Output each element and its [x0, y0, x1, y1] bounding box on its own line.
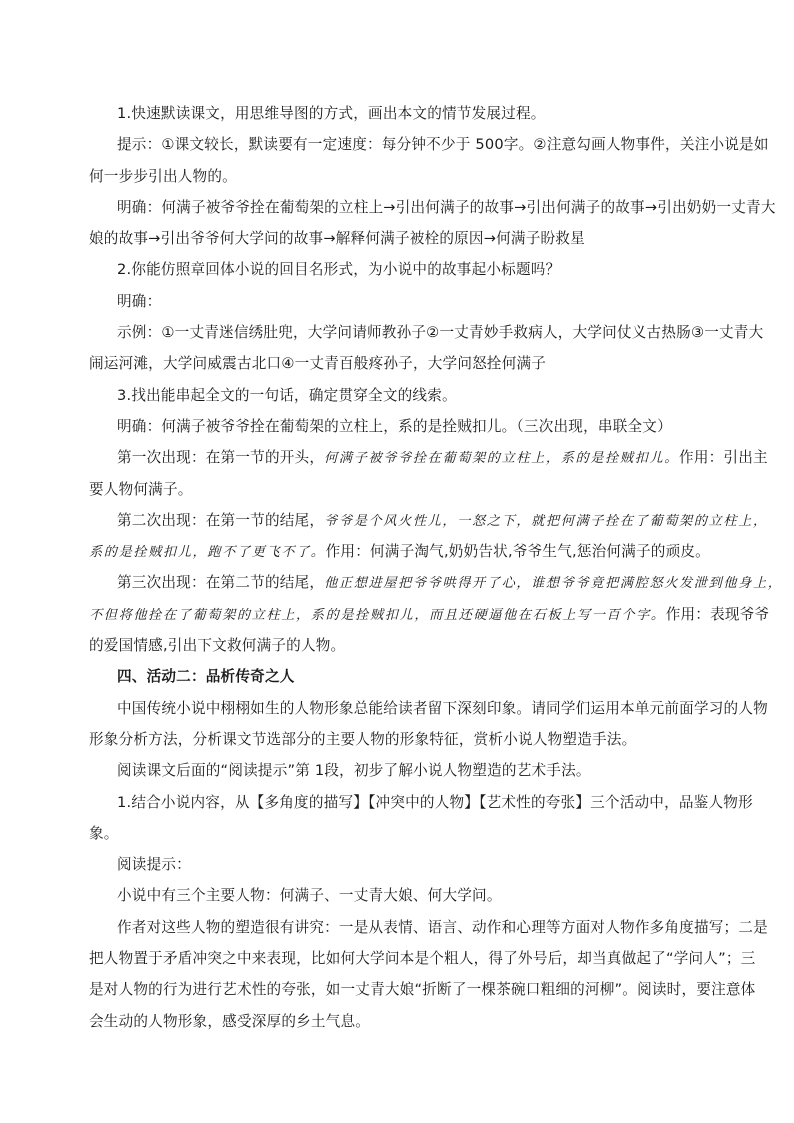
q3-second-occurrence-cont	[89, 536, 723, 567]
section4-intro-line-1: 中国传统小说中栩栩如生的人物形象总能给读者留下深刻印象。请同学们运用本单元前面学习的人物	[117, 699, 768, 717]
third-tail: 作用：表现爷爷	[665, 605, 770, 623]
q3-third-occurrence	[89, 567, 783, 598]
q3-third-occurrence-cont	[89, 599, 770, 630]
q2-example-line-2: 闹运河滩，大学问威震古北口④一丈青百般疼孙子，大学问怒拴何满子	[89, 355, 547, 373]
second-tail: 作用：何满子淘气,奶奶告状,爷爷生气,惩治何满子的顽皮。	[325, 543, 710, 561]
document-page	[89, 98, 783, 1037]
first-tail: 作用：引出主	[679, 449, 768, 467]
q3-first-occurrence	[89, 442, 768, 473]
q1-answer-line-2: 娘的故事→引出爷爷何大学问的故事→解释何满子被栓的原因→何满子盼救星	[89, 230, 585, 248]
first-lead: 第一次出现：在第一节的开头，	[117, 449, 325, 467]
section4-intro-line-2: 形象分析方法，分析课文节选部分的主要人物的形象特征，赏析小说人物塑造手法。	[89, 730, 637, 748]
q3-second-occurrence	[89, 505, 768, 536]
section4-tip-line-3: 是对人物的行为进行艺术性的夸张，如一丈青大娘“折断了一棵茶碗口粗细的河柳”。阅读时，要注意体	[89, 981, 756, 999]
q1-answer-line-1: 明确：何满子被爷爷拴在葡萄架的立柱上→引出何满子的故事→引出何满子的故事→引出奶奶一丈青大	[117, 198, 776, 216]
q2-example-line-1: 示例：①一丈青迷信绣肚兜，大学问请师教孙子②一丈青妙手救病人，大学问仗义古热肠③一丈青大	[117, 324, 764, 342]
section4-tip-characters: 小说中有三个主要人物：何满子、一丈青大娘、何大学问。	[117, 887, 502, 905]
q3-title: 3.找出能串起全文的一句话，确定贯穿全文的线索。	[117, 386, 457, 404]
q3-first-occurrence-cont: 要人物何满子。	[89, 480, 193, 498]
q2-answer-label: 明确：	[117, 292, 162, 310]
section4-task-line-2: 象。	[89, 824, 119, 842]
section4-tip-label: 阅读提示：	[117, 856, 191, 874]
second-lead: 第二次出现：在第一节的结尾，	[117, 511, 325, 529]
second-quote-cont: 系的是拴贼扣儿，跑不了更飞不了。	[89, 545, 326, 561]
second-quote: 爷爷是个风火性儿，一怒之下，就把何满子拴在了葡萄架的立柱上，	[324, 513, 768, 529]
section4-tip-line-4: 会生动的人物形象，感受深厚的乡土气息。	[89, 1012, 371, 1030]
section4-read-line: 阅读课文后面的“阅读提示”第 1段，初步了解小说人物塑造的艺术手法。	[117, 762, 591, 780]
first-quote: 何满子被爷爷拴在葡萄架的立柱上，系的是拴贼扣儿。	[324, 451, 680, 467]
q1-hint-line-2: 何一步步引出人物的。	[89, 167, 237, 185]
third-quote: 他正想进屋把爷爷哄得开了心，谁想爷爷竟把满腔怒火发泄到他身上，	[324, 576, 783, 592]
section4-task-line-1: 1.结合小说内容，从【多角度的描写】【冲突中的人物】【艺术性的夸张】三个活动中，品鉴人物形	[117, 793, 753, 811]
section4-heading: 四、活动二：品析传奇之人	[117, 668, 295, 686]
q3-third-occurrence-end: 的爱国情感,引出下文救何满子的人物。	[89, 637, 346, 655]
section4-tip-line-2: 把人物置于矛盾冲突之中来表现，比如何大学问本是个粗人，得了外号后，却当真做起了“学问人”；三	[89, 950, 756, 968]
q1-title: 1.快速默读课文，用思维导图的方式，画出本文的情节发展过程。	[117, 105, 546, 122]
q1-hint-line-1: 提示：①课文较长，默读要有一定速度：每分钟不少于 500字。②注意勾画人物事件，关注小说是如	[117, 136, 769, 154]
q3-answer: 明确：何满子被爷爷拴在葡萄架的立柱上，系的是拴贼扣儿。（三次出现，串联全文）	[117, 417, 672, 435]
section4-tip-line-1: 作者对这些人物的塑造很有讲究：一是从表情、语言、动作和心理等方面对人物作多角度描写；二是	[117, 918, 768, 936]
q2-title: 2.你能仿照章回体小说的回目名形式，为小说中的故事起小标题吗？	[117, 261, 561, 279]
third-quote-cont: 不但将他拴在了葡萄架的立柱上，系的是拴贼扣儿，而且还硬逼他在石板上写一百个字。	[89, 607, 666, 623]
third-lead: 第三次出现：在第二节的结尾，	[117, 574, 325, 592]
